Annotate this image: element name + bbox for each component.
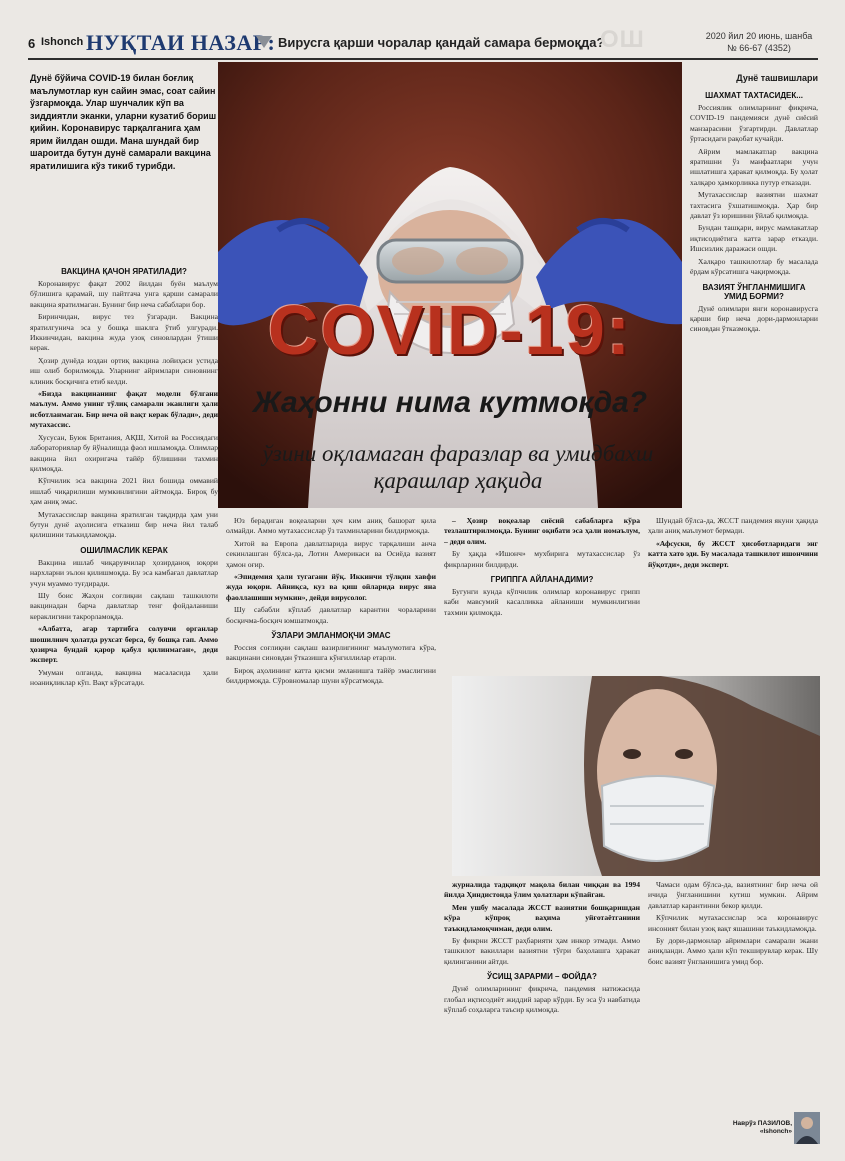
section-rubric: НУҚТАИ НАЗАР: — [86, 30, 276, 55]
column-2: Юз берадиган воқеаларни ҳеч ким аниқ башорат қила олмайди. Аммо мутахассислар ўз тахминларини билдирмоқда. Хитой ва Европа давлатларида вирус тарқалиши анча секинлашган бўлса-да, Лотин Америкаси ва Осиёда вазият ҳамон оғир. «Эпидемия ҳали тугагани йўқ. Иккинчи тўлқин хавфи жуда юқори. Айниқса, куз ва қиш ойларида вирус яна фаоллашиши мумкин», дейди вирусолог. Шу сабабли кўплаб давлатлар карантин чораларини босқичма-босқич юмшатмоқда. ЎЗЛАРИ ЭМЛАНМОҚЧИ ЭМАС Россия соғлиқни сақлаш вазирлигининг маълумотига кўра, вакцинани синовдан ўтказишга кўнгиллилар етарли. Бироқ аҳолининг катта қисми эмланишга тайёр эмаслигини билдирмоқда. Сўровномалар шуни кўрсатмоқда. — [226, 516, 436, 686]
title-question: Жаҳонни нима кутмоқда? — [252, 386, 648, 419]
section-heading-immunity: ВАЗИЯТ ЎНГЛАНМИШИГА УМИД БОРМИ? — [702, 282, 806, 301]
issue-info — [700, 30, 818, 54]
section-heading-enough: ЎЗЛАРИ ЭМЛАНМОҚЧИ ЭМАС — [271, 631, 391, 641]
woman-in-mask-photo — [452, 676, 820, 876]
woman-in-mask-illustration — [452, 676, 820, 876]
author-role: «Ishonch» — [759, 1128, 792, 1135]
title-subtitle: ўзини оқламаган фаразлар ва умидбахш қарашлар ҳақида — [262, 441, 654, 493]
author-name: Наврўз ПАЗИЛОВ, — [732, 1120, 792, 1127]
header-rule — [28, 58, 818, 60]
rubric-right: Дунё ташвишлари — [736, 73, 818, 83]
column-4-top: Шундай бўлса-да, ЖССТ пандемия якуни ҳақида ҳали аниқ маълумот бермади. «Афсуски, бу ЖССТ ҳисоботларидаги энг катта хато эди. Бу масалада ташкилот ишончини йўқотди», деди эксперт. — [648, 516, 818, 569]
column-1: ВАКЦИНА ҚАЧОН ЯРАТИЛАДИ? Коронавирус фақат 2002 йилдан буён маълум бўлишига қарамай, шу пайтгача унга қарши самарали вакцина яратилмаган. Бунинг бир неча сабаблари бор. Биринчидан, вирус тез ўзгаради. Вакцина яратилгунича эса у бошқа шаклга ўтиб улгуради. Иккинчидан, вакцина жуда узоқ синовлардан ўтиши керак. Ҳозир дунёда юздан ортиқ вакцина лойиҳаси устида иш олиб борилмоқда. Уларнинг айримлари синовнинг клиник босқичига етиб келди. «Бизда вакцинанинг фақат модели бўлгани маълум. Аммо унинг тўлиқ самарали эканлиги ҳали исботланмаган. Бир неча ой вақт керак бўлади», деди мутахассис. Хусусан, Буюк Британия, АҚШ, Хитой ва Россиядаги лабораториялар бу йўналишда фаол ишламоқда. Олимлар вакцина йил охиригача тайёр бўлишини тахмин қилмоқда. Кўпчилик эса вакцина 2021 йил бошида оммавий ишлаб чиқарилиши мумкинлигини айтмоқда. Бироқ бу ҳам аниқ эмас. Мутахассислар вакцина яратилган тақдирда ҳам уни бутун дунё аҳолисига етказиш бир неча йил талаб қилишини таъкидламоқда. ОШИЛМАСЛИК КЕРАК Вакцина ишлаб чиқарувчилар ҳозирданоқ юқори нархларни эълон қилишмоқда. Бу эса камбағал давлатлар учун муаммо туғдиради. Шу боис Жаҳон соғлиқни сақлаш ташкилоти вакцинадан барча давлатлар тенг фойдаланиши кераклигини такрорламоқда. «Албатта, агар тартибга солувчи органлар шошилинч ҳолатда рухсат берса, бу бошқа гап. Аммо ҳозирча бундай қарор қабул қилинмаган», деди эксперт. Умуман олганда, вакцина масаласида ҳали ноаниқликлар кўп. Вақт кўрсатади. — [30, 267, 218, 688]
section-heading-easy: ОШИЛМАСЛИК КЕРАК — [80, 545, 168, 555]
issue-number: № 66-67 (4352) — [727, 43, 791, 53]
brand-name: Ishonch — [41, 36, 84, 48]
triangle-icon — [256, 36, 272, 48]
section-heading-russia: ШАХМАТ ТАХТАСИДЕК... — [705, 91, 803, 100]
author-photo — [794, 1112, 820, 1144]
column-3-bottom: журналида тадқиқот мақола билан чиққан ва 1994 йилда Ҳиндистонда ўлим ҳолатлари кўпайган. Мен ушбу масалада ЖССТ вазиятни бошқаришдан кўра кўпроқ ваҳима уйғотаётганини таъкидламоқчиман, деди олим. Бу фикрни ЖССТ раҳбарияти ҳам инкор этмади. Аммо ташкилот вакиллари вазиятни тўғри баҳолашга ҳаракат қилинганини айтди. ЎСИЩ ЗАРАРМИ – ФОЙДА? Дунё олимларининг фикрича, пандемия натижасида глобал иқтисодиёт жиддий зарар кўрди. Бу эса ўз навбатида кўплаб соҳаларга таъсир қилмоқда. — [444, 880, 640, 1015]
column-4-bottom: Чамаси одам бўлса-да, вазиятнинг бир неча ой ичида ўнгланишини кутиш мумкин. Айрим давлатлар карантинни бекор қилди. Кўпчилик мутахассислар эса коронавирус инсоният билан узоқ вақт яшашини таъкидламоқда. Бу дори-дармонлар айримлари самарали экани аниқланди. Аммо ҳали кўп текширувлар керак. Шу боис вазият ўнгланишига умид бор. — [648, 880, 818, 966]
author-signature — [690, 1120, 792, 1136]
section-heading-vaccine: ВАКЦИНА ҚАЧОН ЯРАТИЛАДИ? — [61, 267, 187, 276]
header-watermark: ОШ — [600, 26, 645, 53]
main-title: COVID-19: — [267, 291, 633, 369]
page-header — [0, 0, 845, 60]
section-heading-flu: ГРИППГА АЙЛАНАДИМИ? — [490, 575, 594, 585]
header-headline: Вирусга қарши чоралар қандай самара бермоқда? — [278, 35, 605, 50]
issue-date: 2020 йил 20 июнь, шанба — [705, 31, 813, 41]
lead-paragraph: Дунё бўйича COVID-19 билан боғлиқ маълумотлар кун сайин эмас, соат сайин ўзгармоқда. Улар шунчалик кўп ва зиддиятли эканки, уларни кузатиб бориш қийин. Коронавирус тарқалганига ҳам ярим йилдан ошди. Мана шундай бир шароитда бутун дунё самарали вакцина яратилишига кўз тикиб турибди. — [30, 73, 217, 171]
author-portrait-icon — [794, 1112, 820, 1144]
page-number: 6 — [28, 36, 36, 51]
section-heading-harm: ЎСИЩ ЗАРАРМИ – ФОЙДА? — [487, 972, 597, 982]
column-3-top: – Ҳозир воқеалар сиёсий сабабларга кўра тезлаштирилмоқда. Бунинг оқибати эса ҳали номаълум, – деди олим. Бу ҳақда «Ишонч» мухбирига мутахассислар ўз фикрларини билдирди. ГРИППГА АЙЛАНАДИМИ? Бугунги кунда кўпчилик олимлар коронавирус грипп каби мавсумий касалликка айланиши мумкинлигини тахмин қилмоқда. — [444, 516, 640, 617]
column-right: ШАХМАТ ТАХТАСИДЕК... Россиялик олимларнинг фикрича, COVID-19 пандемияси дунё сиёсий манзарасини ўзгартирди. Давлатлар ўртасидаги рақобат кучайди. Айрим мамлакатлар вакцина яратишни ўз манфаатлари учун ишлатишга ҳаракат қилмоқда. Бу ҳолат халқаро ҳамкорликка путур етказади. Мутахассислар вазиятни шахмат тахтасига ўхшатишмоқда. Ҳар бир давлат ўз юришини ўйлаб қилмоқда. Бундан ташқари, вирус мамлакатлар иқтисодиётига катта зарар етказди. Ишсизлик даражаси ошди. Халқаро ташкилотлар бу масалада ёрдам кўрсатишга чақирмоқда. ВАЗИЯТ ЎНГЛАНМИШИГА УМИД БОРМИ? Дунё олимлари янги коронавирусга қарши бир неча дори-дармонларни синовдан ўтказмоқда. — [690, 91, 818, 334]
